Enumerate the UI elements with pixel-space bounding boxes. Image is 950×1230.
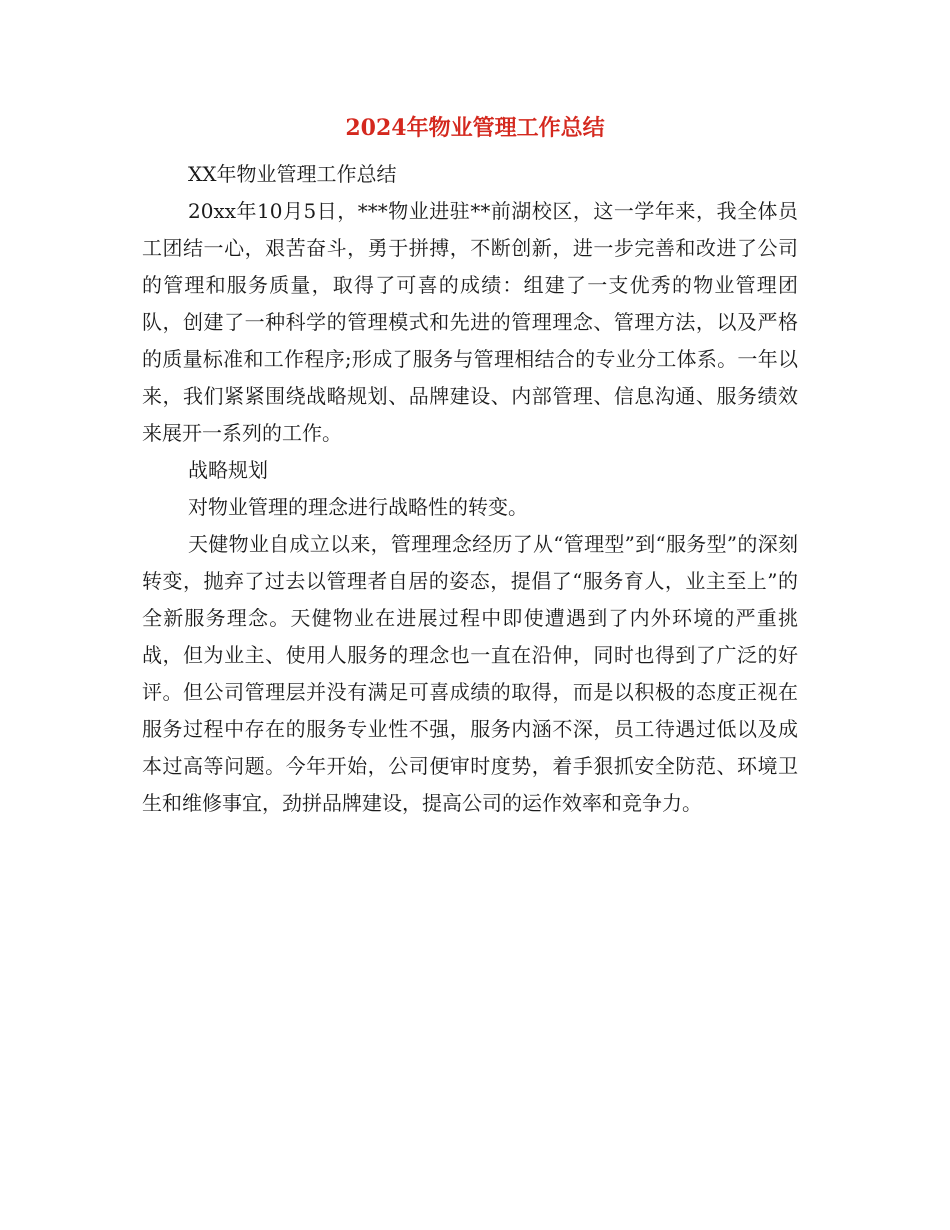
paragraph-subtitle: XX年物业管理工作总结 <box>188 162 397 186</box>
paragraph-strategy-detail: 天健物业自成立以来，管理理念经历了从“管理型”到“服务型”的深刻转变，抛弃了过去以管理者自居的姿态，提倡了“服务育人，业主至上”的全新服务理念。天健物业在进展过程中即使遭遇到了内外环境的严重挑战，但为业主、使用人服务的理念也一直在沿伸，同时也得到了广泛的好评。但公司管理层并没有满足可喜成绩的取得，而是以积极的态度正视在服务过程中存在的服务专业性不强，服务内涵不深，员工待遇过低以及成本过高等问题。今年开始，公司便审时度势，着手狠抓安全防范、环境卫生和维修事宜，劲拼品牌建设，提高公司的运作效率和竞争力。 <box>142 532 798 815</box>
document-title: 2024年物业管理工作总结 <box>345 115 605 141</box>
paragraph-section-heading: 战略规划 <box>188 458 268 482</box>
paragraph-strategy-summary: 对物业管理的理念进行战略性的转变。 <box>188 495 528 519</box>
document-body <box>142 156 798 822</box>
paragraph-intro: 20xx年10月5日，***物业进驻**前湖校区，这一学年来，我全体员工团结一心，艰苦奋斗，勇于拼搏，不断创新，进一步完善和改进了公司的管理和服务质量，取得了可喜的成绩：组建了一支优秀的物业管理团队，创建了一种科学的管理模式和先进的管理理念、管理方法，以及严格的质量标准和工作程序;形成了服务与管理相结合的专业分工体系。一年以来，我们紧紧围绕战略规划、品牌建设、内部管理、信息沟通、服务绩效来展开一系列的工作。 <box>142 199 798 445</box>
